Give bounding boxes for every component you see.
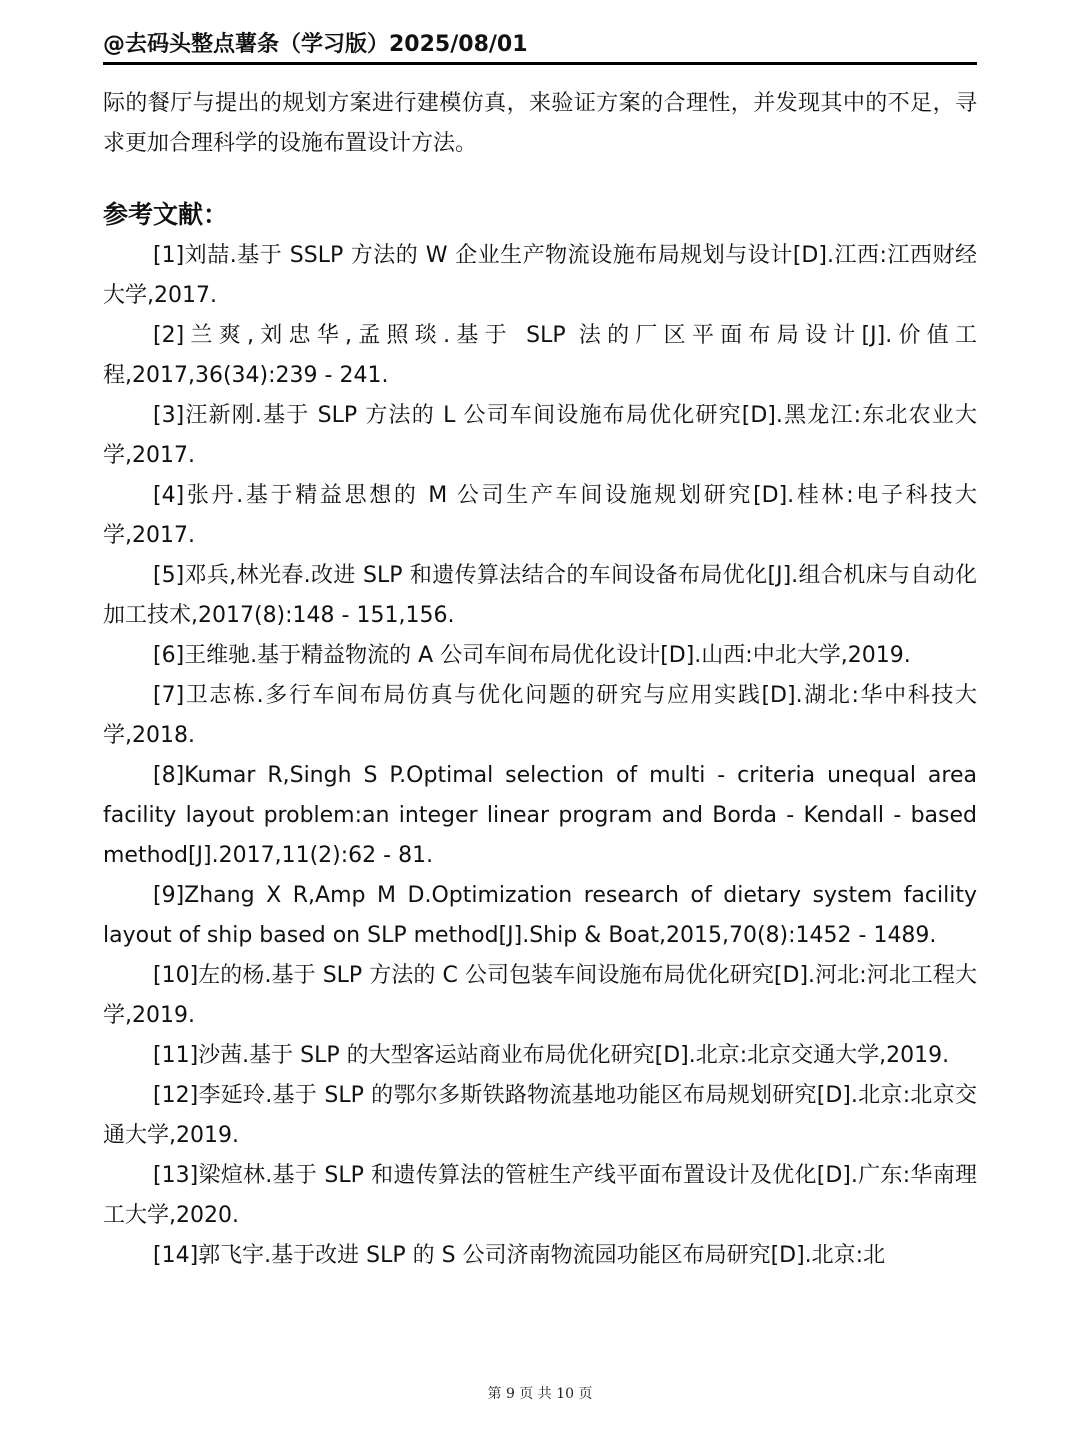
reference-item-12: [12]李延玲.基于 SLP 的鄂尔多斯铁路物流基地功能区布局规划研究[D].北京:北京交通大学,2019. [103, 1083, 977, 1148]
reference-item-1: [1]刘喆.基于 SSLP 方法的 W 企业生产物流设施布局规划与设计[D].江西:江西财经大学,2017. [103, 243, 977, 308]
page-number: 第 9 页 共 10 页 [487, 1386, 593, 1402]
reference-item-2: [2]兰爽,刘忠华,孟照琰.基于 SLP 法的厂区平面布局设计[J].价值工程,2017,36(34):239 - 241. [103, 323, 977, 388]
reference-list [103, 236, 977, 1276]
reference-item-8: [8]Kumar R,Singh S P.Optimal selection of multi - criteria unequal area facility layout problem:an integer linear program and Borda - Kendall - based method[J].2017,11(2):62 - 81. [103, 763, 977, 868]
document-header: @去码头整点薯条（学习版）2025/08/01 [103, 32, 528, 57]
reference-item-9: [9]Zhang X R,Amp M D.Optimization research of dietary system facility layout of ship based on SLP method[J].Ship & Boat,2015,70(8):1452 - 1489. [103, 883, 977, 948]
reference-item-11: [11]沙茜.基于 SLP 的大型客运站商业布局优化研究[D].北京:北京交通大学,2019. [153, 1043, 950, 1068]
references-heading: 参考文献： [103, 200, 229, 229]
reference-item-4: [4]张丹.基于精益思想的 M 公司生产车间设施规划研究[D].桂林:电子科技大学,2017. [103, 483, 977, 548]
intro-paragraph: 际的餐厅与提出的规划方案进行建模仿真，来验证方案的合理性，并发现其中的不足，寻求更加合理科学的设施布置设计方法。 [103, 91, 977, 156]
reference-item-13: [13]梁煊林.基于 SLP 和遗传算法的管桩生产线平面布置设计及优化[D].广东:华南理工大学,2020. [103, 1163, 977, 1228]
reference-item-5: [5]邓兵,林光春.改进 SLP 和遗传算法结合的车间设备布局优化[J].组合机床与自动化加工技术,2017(8):148 - 151,156. [103, 563, 977, 628]
reference-item-10: [10]左的杨.基于 SLP 方法的 C 公司包装车间设施布局优化研究[D].河北:河北工程大学,2019. [103, 963, 977, 1028]
header-divider [103, 62, 977, 65]
reference-item-3: [3]汪新刚.基于 SLP 方法的 L 公司车间设施布局优化研究[D].黑龙江:东北农业大学,2017. [103, 403, 977, 468]
reference-item-6: [6]王维驰.基于精益物流的 A 公司车间布局优化设计[D].山西:中北大学,2019. [153, 643, 911, 668]
document-body [103, 84, 977, 1276]
reference-item-7: [7]卫志栋.多行车间布局仿真与优化问题的研究与应用实践[D].湖北:华中科技大学,2018. [103, 683, 977, 748]
reference-item-14: [14]郭飞宇.基于改进 SLP 的 S 公司济南物流园功能区布局研究[D].北京:北 [153, 1243, 886, 1268]
